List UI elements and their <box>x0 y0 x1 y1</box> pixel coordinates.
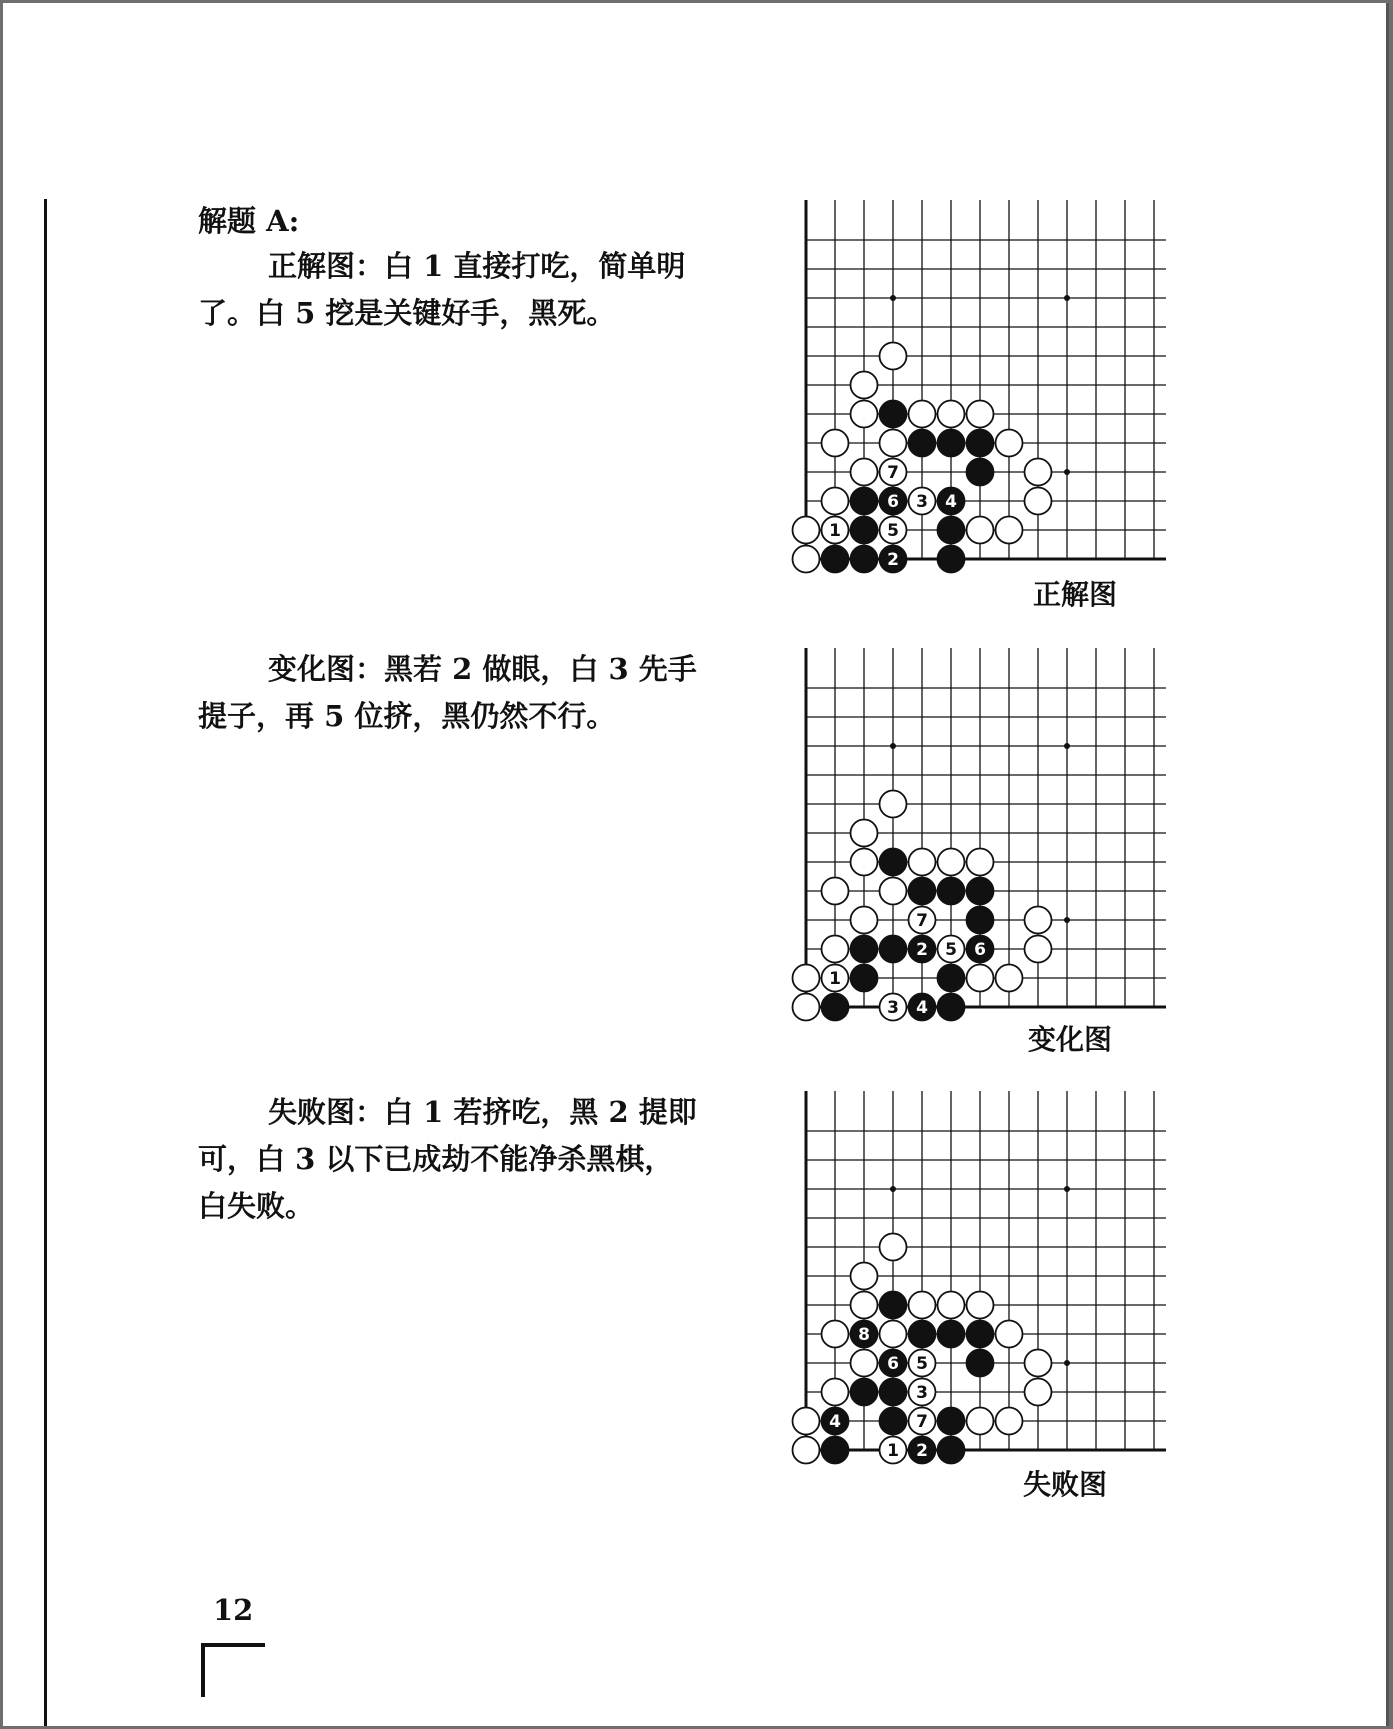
black-stone <box>822 546 849 573</box>
white-stone <box>996 430 1023 457</box>
white-stone <box>967 1408 994 1435</box>
move-number-label: 6 <box>887 492 899 512</box>
problem-heading: 解题 A: <box>198 204 300 238</box>
white-stone <box>909 849 936 876</box>
black-stone <box>938 546 965 573</box>
black-stone <box>880 401 907 428</box>
move-number-label: 2 <box>916 940 928 960</box>
black-stone <box>967 459 994 486</box>
failure-text: 失败图：白 1 若挤吃，黑 2 提即可，白 3 以下已成劫不能净杀黑棋，白失败。 <box>198 1095 697 1223</box>
white-stone <box>938 401 965 428</box>
move-number-label: 5 <box>916 1354 928 1374</box>
move-number-label: 4 <box>829 1412 841 1432</box>
white-stone <box>822 878 849 905</box>
black-stone <box>967 907 994 934</box>
white-stone <box>938 1292 965 1319</box>
white-stone <box>793 546 820 573</box>
white-stone <box>967 965 994 992</box>
white-stone <box>1025 1379 1052 1406</box>
move-number-label: 2 <box>887 550 899 570</box>
white-stone <box>996 1321 1023 1348</box>
black-stone <box>938 430 965 457</box>
move-number-label: 3 <box>916 492 928 512</box>
white-stone <box>851 1350 878 1377</box>
move-number-label: 2 <box>916 1441 928 1461</box>
black-stone <box>851 488 878 515</box>
white-stone <box>880 1321 907 1348</box>
black-stone <box>909 430 936 457</box>
corner-crop-mark <box>201 1643 265 1697</box>
book-page <box>3 3 1389 1726</box>
black-stone <box>938 517 965 544</box>
right-edge-rule <box>1386 3 1389 1726</box>
white-stone <box>793 994 820 1021</box>
white-stone <box>851 401 878 428</box>
white-stone <box>880 878 907 905</box>
white-stone <box>1025 488 1052 515</box>
correct-solution-diagram <box>798 200 1173 570</box>
move-number-label: 8 <box>858 1325 870 1345</box>
move-number-label: 4 <box>916 998 928 1018</box>
white-stone <box>909 1292 936 1319</box>
white-stone <box>851 849 878 876</box>
white-stone <box>880 1234 907 1261</box>
black-stone <box>880 849 907 876</box>
black-stone <box>822 994 849 1021</box>
black-stone <box>938 1321 965 1348</box>
move-number-label: 3 <box>916 1383 928 1403</box>
white-stone <box>967 517 994 544</box>
black-stone <box>909 1321 936 1348</box>
white-stone <box>793 1437 820 1464</box>
black-stone <box>967 1350 994 1377</box>
black-stone <box>909 878 936 905</box>
star-point <box>1064 917 1070 923</box>
move-number-label: 5 <box>887 521 899 541</box>
black-stone <box>851 1379 878 1406</box>
white-stone <box>851 372 878 399</box>
black-stone <box>851 936 878 963</box>
white-stone <box>996 965 1023 992</box>
variation-diagram <box>798 648 1173 1018</box>
black-stone <box>880 1379 907 1406</box>
black-stone <box>938 994 965 1021</box>
white-stone <box>822 1379 849 1406</box>
star-point <box>1064 1186 1070 1192</box>
white-stone <box>1025 936 1052 963</box>
page-number: 12 <box>213 1593 254 1627</box>
white-stone <box>822 1321 849 1348</box>
black-stone <box>967 430 994 457</box>
black-stone <box>967 878 994 905</box>
white-stone <box>880 791 907 818</box>
black-stone <box>880 1292 907 1319</box>
correct-solution-text: 正解图：白 1 直接打吃，简单明了。白 5 挖是关键好手，黑死。 <box>198 249 686 330</box>
white-stone <box>1025 907 1052 934</box>
white-stone <box>822 936 849 963</box>
white-stone <box>793 965 820 992</box>
failure-diagram <box>798 1091 1173 1461</box>
white-stone <box>1025 1350 1052 1377</box>
failure-caption: 失败图 <box>1023 1468 1108 1501</box>
variation-caption: 变化图 <box>1028 1023 1113 1056</box>
white-stone <box>938 849 965 876</box>
star-point <box>1064 1360 1070 1366</box>
white-stone <box>793 517 820 544</box>
black-stone <box>967 1321 994 1348</box>
move-number-label: 1 <box>829 969 841 989</box>
move-number-label: 4 <box>945 492 957 512</box>
black-stone <box>880 936 907 963</box>
white-stone <box>967 401 994 428</box>
star-point <box>890 295 896 301</box>
star-point <box>1064 469 1070 475</box>
star-point <box>890 1186 896 1192</box>
black-stone <box>938 965 965 992</box>
white-stone <box>851 1292 878 1319</box>
move-number-label: 6 <box>887 1354 899 1374</box>
black-stone <box>851 965 878 992</box>
move-number-label: 3 <box>887 998 899 1018</box>
correct-solution-caption: 正解图 <box>1033 578 1118 611</box>
white-stone <box>880 430 907 457</box>
white-stone <box>851 459 878 486</box>
move-number-label: 7 <box>916 911 928 931</box>
black-stone <box>880 1408 907 1435</box>
variation-text: 变化图：黑若 2 做眼，白 3 先手提子，再 5 位挤，黑仍然不行。 <box>198 652 697 733</box>
white-stone <box>909 401 936 428</box>
black-stone <box>938 1437 965 1464</box>
black-stone <box>938 1408 965 1435</box>
white-stone <box>793 1408 820 1435</box>
black-stone <box>938 878 965 905</box>
white-stone <box>967 849 994 876</box>
move-number-label: 5 <box>945 940 957 960</box>
star-point <box>1064 295 1070 301</box>
white-stone <box>851 1263 878 1290</box>
black-stone <box>822 1437 849 1464</box>
white-stone <box>851 907 878 934</box>
move-number-label: 1 <box>829 521 841 541</box>
black-stone <box>851 546 878 573</box>
white-stone <box>967 1292 994 1319</box>
white-stone <box>822 488 849 515</box>
white-stone <box>996 1408 1023 1435</box>
move-number-label: 6 <box>974 940 986 960</box>
white-stone <box>996 517 1023 544</box>
left-margin-rule <box>44 199 47 1726</box>
move-number-label: 7 <box>887 463 899 483</box>
black-stone <box>851 517 878 544</box>
move-number-label: 7 <box>916 1412 928 1432</box>
white-stone <box>822 430 849 457</box>
white-stone <box>880 343 907 370</box>
white-stone <box>1025 459 1052 486</box>
move-number-label: 1 <box>887 1441 899 1461</box>
white-stone <box>851 820 878 847</box>
star-point <box>890 743 896 749</box>
star-point <box>1064 743 1070 749</box>
